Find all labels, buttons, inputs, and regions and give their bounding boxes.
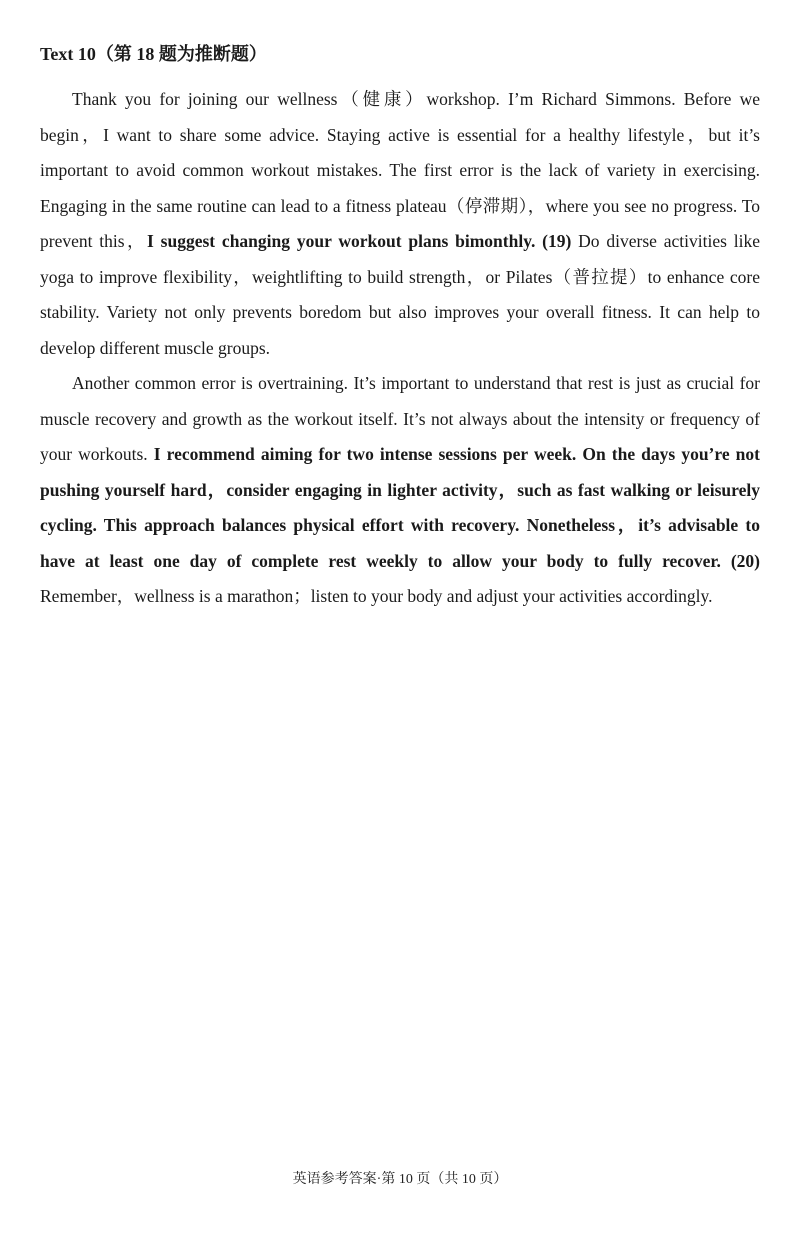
paragraph-2-text-after-bold: Remember，wellness is a marathon；listen to your body and adjust your activities accordingly. [40, 586, 713, 606]
paragraph-2-text-before-bold: Another common error is overtraining. It’s important to understand that rest is just as crucial for muscle recovery and growth as the workout itself. It’s not always about the intensity or frequency of your workouts. [40, 373, 760, 464]
paragraph-2-bold-answer-20: I recommend aiming for two intense sessions per week. On the days you’re not pushing yourself hard，consider engaging in lighter activity，such as fast walking or leisurely cycling. This approach balances physical effort with recovery. Nonetheless，it’s advisable to have at least one day of complete rest weekly to allow your body to fully recover. (20) [40, 444, 760, 571]
document-page [0, 0, 800, 615]
paragraph-1-text-before-bold: Thank you for joining our wellness（健康）workshop. I’m Richard Simmons. Before we begin，I want to share some advice. Staying active is essential for a healthy lifestyle，but it’s important to avoid common workout mistakes. The first error is the lack of variety in exercising. Engaging in the same routine can lead to a fitness plateau（停滞期），where you see no progress. To prevent this， [40, 89, 760, 251]
paragraph-1 [40, 82, 760, 366]
paragraph-1-text-after-bold: Do diverse activities like yoga to improve flexibility，weightlifting to build strength，or Pilates（普拉提）to enhance core stability. Variety not only prevents boredom but also improves your overall fitness. It can help to develop different muscle groups. [40, 231, 761, 358]
paragraph-2 [40, 366, 760, 615]
paragraph-1-bold-answer-19: I suggest changing your workout plans bimonthly. (19) [147, 231, 579, 251]
section-heading: Text 10（第 18 题为推断题） [40, 44, 267, 64]
page-footer: 英语参考答案·第 10 页（共 10 页） [292, 1172, 508, 1187]
